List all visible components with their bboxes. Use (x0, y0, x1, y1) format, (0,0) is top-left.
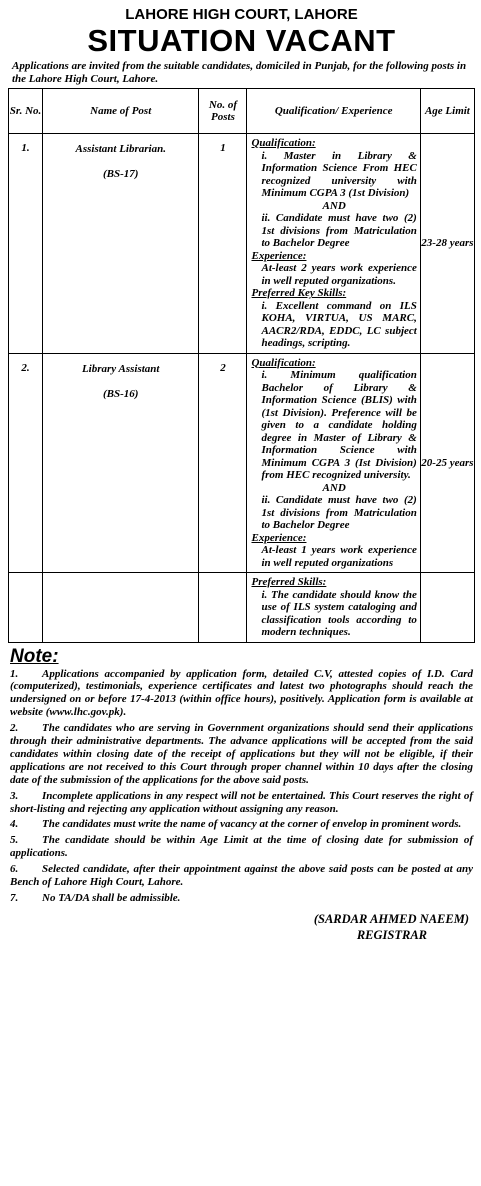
row-post-name (43, 353, 199, 573)
note-item (10, 722, 473, 787)
note-item (10, 818, 473, 831)
row-qualification (247, 353, 420, 573)
header-name-of-post: Name of Post (43, 89, 199, 134)
post-title: Assistant Librarian. (75, 143, 166, 155)
signature-block (8, 911, 475, 943)
qualification-item-ii: ii. Candidate must have two (2) 1st divisions from Matriculation to Bachelor Degree (261, 494, 417, 531)
empty-cell (199, 573, 247, 643)
row-post-count: 2 (199, 353, 247, 573)
note-item (10, 790, 473, 816)
skills-heading: Preferred Skills: (251, 576, 327, 588)
note-text: The candidates must write the name of vacancy at the corner of envelop in prominent words. (42, 818, 462, 831)
note-number: 7. (10, 892, 19, 904)
note-number: 2. (10, 722, 19, 735)
row-age-limit: 20-25 years (420, 353, 474, 573)
notes-list (8, 668, 475, 905)
note-item (10, 863, 473, 889)
note-heading: Note: (10, 645, 59, 667)
and-connector: AND (322, 199, 346, 212)
empty-cell (420, 573, 474, 643)
header-age-limit: Age Limit (420, 89, 474, 134)
experience-text: At-least 2 years work experience in well reputed organizations. (261, 262, 417, 287)
signatory-designation: REGISTRAR (356, 927, 427, 942)
table-row (9, 573, 475, 643)
qualification-item-i: i. Master in Library & Information Science From HEC recognized university with Minimum CGPA 3 (1st Division) (261, 149, 417, 199)
header-qualification: Qualification/ Experience (247, 89, 420, 134)
qualification-heading: Qualification: (251, 356, 316, 369)
header-no-of-posts: No. of Posts (199, 89, 247, 134)
note-number: 3. (10, 789, 19, 802)
note-text: Selected candidate, after their appointment against the above said posts can be posted at any Bench of Lahore High Court, Lahore. (10, 863, 473, 889)
qualification-item-i: i. Minimum qualification Bachelor of Library & Information Science (BLIS) with (1st Division). Preference will be given to a candidate holding degree in Master of Library & Information Science with Minimum CGPA 3 (Ist Division) from HEC recognized university. (261, 369, 417, 481)
note-number: 6. (10, 863, 19, 876)
note-text: No TA/DA shall be admissible. (42, 892, 181, 904)
qualification-item-ii: ii. Candidate must have two (2) 1st divisions from Matriculation to Bachelor Degree (261, 212, 417, 249)
organization-name: LAHORE HIGH COURT, LAHORE (125, 6, 358, 23)
row-age-limit: 23-28 years (420, 134, 474, 354)
post-scale: (BS-17) (103, 168, 139, 180)
row-preferred-skills (247, 573, 420, 643)
skills-heading: Preferred Key Skills: (251, 287, 347, 299)
table-row (9, 134, 475, 354)
note-item (10, 668, 473, 720)
note-number: 5. (10, 834, 19, 847)
qualification-heading: Qualification: (251, 137, 316, 149)
note-number: 4. (10, 818, 19, 831)
header-sr-no: Sr. No. (9, 89, 43, 134)
note-text: The candidates who are serving in Government organizations should send their applications through their administrative departments. The advance applications will be accepted from the said candidates within closing date of the receipt of applications but they will not be eligible, if their applications are not received to this Court through proper channel within 10 days after the closing date of the submission of the applications for the above said posts. (10, 722, 473, 786)
note-text: The candidate should be within Age Limit at the time of closing date for submission of applications. (10, 834, 473, 860)
experience-heading: Experience: (251, 531, 307, 544)
table-row (9, 353, 475, 573)
empty-cell (43, 573, 199, 643)
note-number: 1. (10, 667, 19, 680)
row-post-count: 1 (199, 134, 247, 354)
signatory-name: (SARDAR AHMED NAEEM) (313, 911, 469, 926)
note-text: Incomplete applications in any respect will not be entertained. This Court reserves the right of short-listing and rejecting any application without assigning any reason. (10, 789, 473, 815)
experience-heading: Experience: (251, 249, 307, 262)
table-header-row (9, 89, 475, 134)
row-sr-no: 1. (9, 134, 43, 354)
note-item (10, 834, 473, 860)
posts-table (8, 88, 475, 643)
post-scale: (BS-16) (103, 387, 139, 400)
skills-text: i. The candidate should know the use of ILS system cataloging and classification tools according to modern techniques. (261, 588, 417, 638)
experience-text: At-least 1 years work experience in well reputed organizations (261, 544, 417, 569)
post-title: Library Assistant (81, 362, 160, 375)
intro-text: Applications are invited from the suitable candidates, domiciled in Punjab, for the following posts in the Lahore High Court, Lahore. (12, 60, 467, 85)
page-title: SITUATION VACANT (87, 23, 396, 58)
note-text: Applications accompanied by application form, detailed C.V, attested copies of I.D. Card (computerized), testimonials, experience certificates and latest two photographs should reach the undersigned on or before 17-4-2013 (within office hours), positively. Application form is available at website (www.lhc.gov.pk). (10, 667, 473, 719)
and-connector: AND (322, 481, 346, 494)
note-item (10, 892, 473, 905)
row-qualification (247, 134, 420, 354)
empty-cell (9, 573, 43, 643)
skills-text: i. Excellent command on ILS KOHA, VIRTUA, US MARC, AACR2/RDA, EDDC, LC subject headings, scripting. (261, 299, 417, 349)
row-post-name (43, 134, 199, 354)
row-sr-no: 2. (9, 353, 43, 573)
